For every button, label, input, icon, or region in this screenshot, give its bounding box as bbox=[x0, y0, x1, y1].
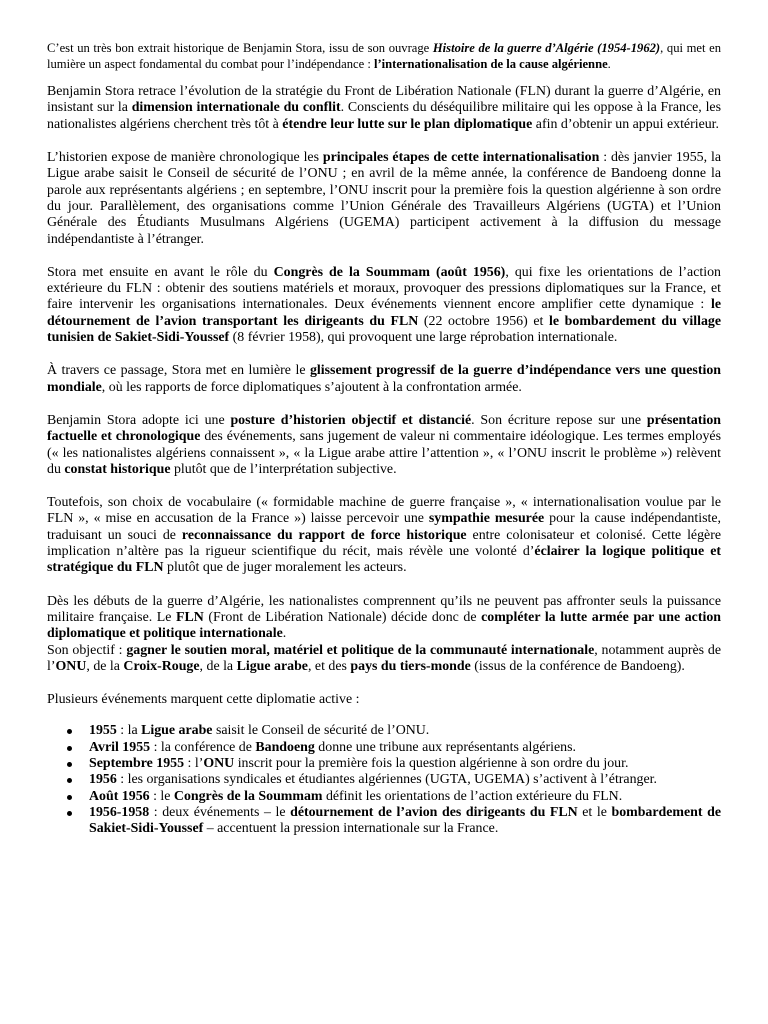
text-run: , de la bbox=[199, 658, 237, 674]
text-run: des événements, sans jugement de valeur ni commentaire idéologique. Les termes employés (« les nationalistes algériens connaissent », « la Ligue arabe attire l’attention », « l’ONU inscrit le problème ») relèvent du bbox=[47, 429, 721, 477]
bold-run: glissement progressif de la guerre d’indépendance vers une question mondiale bbox=[47, 363, 721, 395]
bold-run: bombardement de Sakiet-Sidi-Youssef bbox=[89, 804, 721, 837]
text-run: plutôt que de juger moralement les acteurs. bbox=[163, 560, 407, 576]
bold-run: Croix-Rouge bbox=[123, 658, 200, 674]
event-date: Août 1956 bbox=[89, 788, 150, 804]
text-run: Stora met ensuite en avant le rôle du bbox=[47, 264, 274, 280]
list-item bbox=[89, 772, 721, 788]
bold-run: sympathie mesurée bbox=[428, 511, 545, 527]
text-run: entre colonisateur et colonisé. Cette légère implication n’altère pas la rigueur scientifique du récit, mais révèle une volonté d’ bbox=[47, 527, 722, 560]
events-list bbox=[47, 723, 721, 837]
text-run: (Front de Libération Nationale) décide donc de bbox=[203, 609, 482, 625]
text-run: . Son écriture repose sur une bbox=[471, 412, 647, 428]
event-date: 1956-1958 bbox=[89, 804, 150, 820]
text-run: , qui fixe les orientations de l’action extérieure du FLN : obtenir des soutiens matériels et moraux, provoquer des pressions diplomatiques sur la France, et faire intervenir les organisations internationales. Deux événements viennent encore amplifier cette dynamique : bbox=[47, 264, 721, 313]
text-run: (8 février 1958), qui provoquent une large réprobation internationale. bbox=[229, 330, 618, 346]
bold-run: reconnaissance du rapport de force historique bbox=[181, 527, 467, 543]
list-item bbox=[89, 740, 721, 756]
bold-run: ONU bbox=[55, 658, 87, 674]
event-date: Septembre 1955 bbox=[89, 755, 185, 771]
text-run: Plusieurs événements marquent cette diplomatie active : bbox=[47, 692, 360, 708]
text-run: , notamment auprès de l’ bbox=[47, 642, 722, 674]
text-run: – accentuent la pression internationale sur la France. bbox=[203, 821, 499, 837]
text-run: Dès les débuts de la guerre d’Algérie, les nationalistes comprennent qu’ils ne peuvent pas affronter seuls la puissance militaire française. Le bbox=[47, 593, 721, 625]
bold-run: Congrès de la Soummam (août 1956) bbox=[273, 264, 506, 280]
bold-run: gagner le soutien moral, matériel et politique de la communauté internationale bbox=[126, 642, 595, 658]
text-run: : la conférence de bbox=[150, 739, 256, 755]
text-run: donne une tribune aux représentants algériens. bbox=[314, 739, 576, 755]
bold-run: Bandoeng bbox=[255, 739, 315, 755]
list-item bbox=[89, 805, 721, 838]
bold-run: Congrès de la Soummam bbox=[173, 788, 323, 804]
bold-run: étendre leur lutte sur le plan diplomatique bbox=[282, 116, 533, 132]
text-run: (22 octobre 1956) et bbox=[418, 313, 549, 329]
intro-text-1: C’est un très bon extrait historique de Benjamin Stora, issu de son ouvrage bbox=[47, 41, 433, 55]
event-date: Avril 1955 bbox=[89, 739, 151, 755]
event-date: 1955 bbox=[89, 723, 117, 739]
paragraph-global-question bbox=[47, 363, 721, 396]
text-run: . bbox=[282, 626, 287, 642]
bold-run: pays du tiers-monde bbox=[350, 658, 471, 674]
bold-run: détournement de l’avion des dirigeants du FLN bbox=[290, 804, 578, 820]
paragraph-posture bbox=[47, 413, 721, 478]
text-run: . Conscients du déséquilibre militaire qui les oppose à la France, les nationalistes algériens cherchent très tôt à bbox=[47, 100, 722, 132]
list-item bbox=[89, 723, 721, 739]
bold-run: le bombardement du village tunisien de Sakiet-Sidi-Youssef bbox=[47, 313, 721, 346]
text-run: : dès janvier 1955, la Ligue arabe saisit le Conseil de sécurité de l’ONU ; en avril de la même année, la conférence de Bandoeng donne la parole aux représentants algériens ; en septembre, l’ONU inscrit pour la première fois la question algérienne à son ordre du jour. Parallèlement, des organisations comme l’Union Générale des Travailleurs Algériens (UGTA) et l’Union Générale des Étudiants Musulmans Algériens (UGEMA) participent activement à la diffusion du message indépendantiste à l’étranger. bbox=[47, 150, 721, 247]
text-run: (issus de la conférence de Bandoeng). bbox=[470, 658, 685, 674]
bold-run: éclairer la logique politique et stratégique du FLN bbox=[47, 544, 721, 576]
text-run: Toutefois, son choix de vocabulaire (« formidable machine de guerre française », « internationalisation voulue par le FLN », « mise en accusation de la France ») laisse percevoir une bbox=[47, 495, 721, 527]
paragraph-chronology bbox=[47, 150, 721, 248]
book-title: Histoire de la guerre d’Algérie (1954-1962) bbox=[432, 41, 661, 55]
text-run: saisit le Conseil de sécurité de l’ONU. bbox=[212, 723, 430, 739]
paragraph-vocabulary bbox=[47, 495, 721, 576]
text-run: et le bbox=[577, 804, 612, 820]
paragraph-events-lead bbox=[47, 692, 721, 708]
intro-text-3: . bbox=[607, 56, 611, 71]
text-run: inscrit pour la première fois la question algérienne à son ordre du jour. bbox=[234, 755, 629, 771]
diplomacy-first-part bbox=[47, 594, 721, 642]
text-run: Benjamin Stora adopte ici une bbox=[47, 412, 231, 428]
bold-run: principales étapes de cette internationalisation bbox=[322, 150, 600, 166]
text-run: , et des bbox=[307, 658, 351, 674]
paragraph-strategy bbox=[47, 84, 721, 133]
bold-run: le détournement de l’avion transportant les dirigeants du FLN bbox=[47, 297, 721, 329]
text-run: : deux événements – le bbox=[149, 804, 291, 820]
text-run: : l’ bbox=[184, 755, 204, 771]
text-run: , où les rapports de force diplomatiques s’ajoutent à la confrontation armée. bbox=[101, 379, 522, 395]
event-date: 1956 bbox=[89, 772, 117, 788]
text-run: définit les orientations de l’action extérieure du FLN. bbox=[322, 788, 623, 804]
bold-run: constat historique bbox=[64, 461, 171, 477]
text-run: afin d’obtenir un appui extérieur. bbox=[532, 116, 720, 132]
intro-theme: l’internationalisation de la cause algérienne bbox=[373, 56, 608, 71]
intro-paragraph bbox=[47, 41, 721, 72]
text-run: Benjamin Stora retrace l’évolution de la stratégie du Front de Libération Nationale (FLN) durant la guerre d’Algérie, en insistant sur la bbox=[47, 84, 721, 116]
text-run: : la bbox=[116, 723, 142, 739]
text-run: , de la bbox=[86, 658, 124, 674]
list-item bbox=[89, 789, 721, 805]
bold-run: FLN bbox=[176, 609, 204, 625]
text-run: À travers ce passage, Stora met en lumière le bbox=[47, 363, 310, 379]
text-run: L’historien expose de manière chronologique les bbox=[47, 150, 323, 166]
list-item bbox=[89, 756, 721, 772]
bold-run: ONU bbox=[203, 755, 235, 771]
paragraph-soummam bbox=[47, 265, 721, 346]
text-run: pour la cause indépendantiste, traduisant un souci de bbox=[47, 511, 722, 543]
bold-run: compléter la lutte armée par une action diplomatique et politique internationale bbox=[47, 609, 721, 642]
paragraph-diplomacy bbox=[47, 594, 721, 675]
text-run: : le bbox=[149, 788, 174, 804]
text-run: plutôt que de l’interprétation subjective. bbox=[170, 461, 397, 477]
text-run: Son objectif : bbox=[47, 642, 127, 658]
bold-run: présentation factuelle et chronologique bbox=[47, 412, 721, 445]
bold-run: posture d’historien objectif et distancié bbox=[230, 412, 472, 428]
bold-run: Ligue arabe bbox=[236, 658, 308, 674]
text-run: : les organisations syndicales et étudiantes algériennes (UGTA, UGEMA) s’activent à l’étranger. bbox=[116, 772, 657, 788]
bold-run: dimension internationale du conflit bbox=[131, 100, 341, 116]
bold-run: Ligue arabe bbox=[141, 723, 213, 739]
intro-text-2: , qui met en lumière un aspect fondamental du combat pour l’indépendance : bbox=[47, 41, 721, 71]
